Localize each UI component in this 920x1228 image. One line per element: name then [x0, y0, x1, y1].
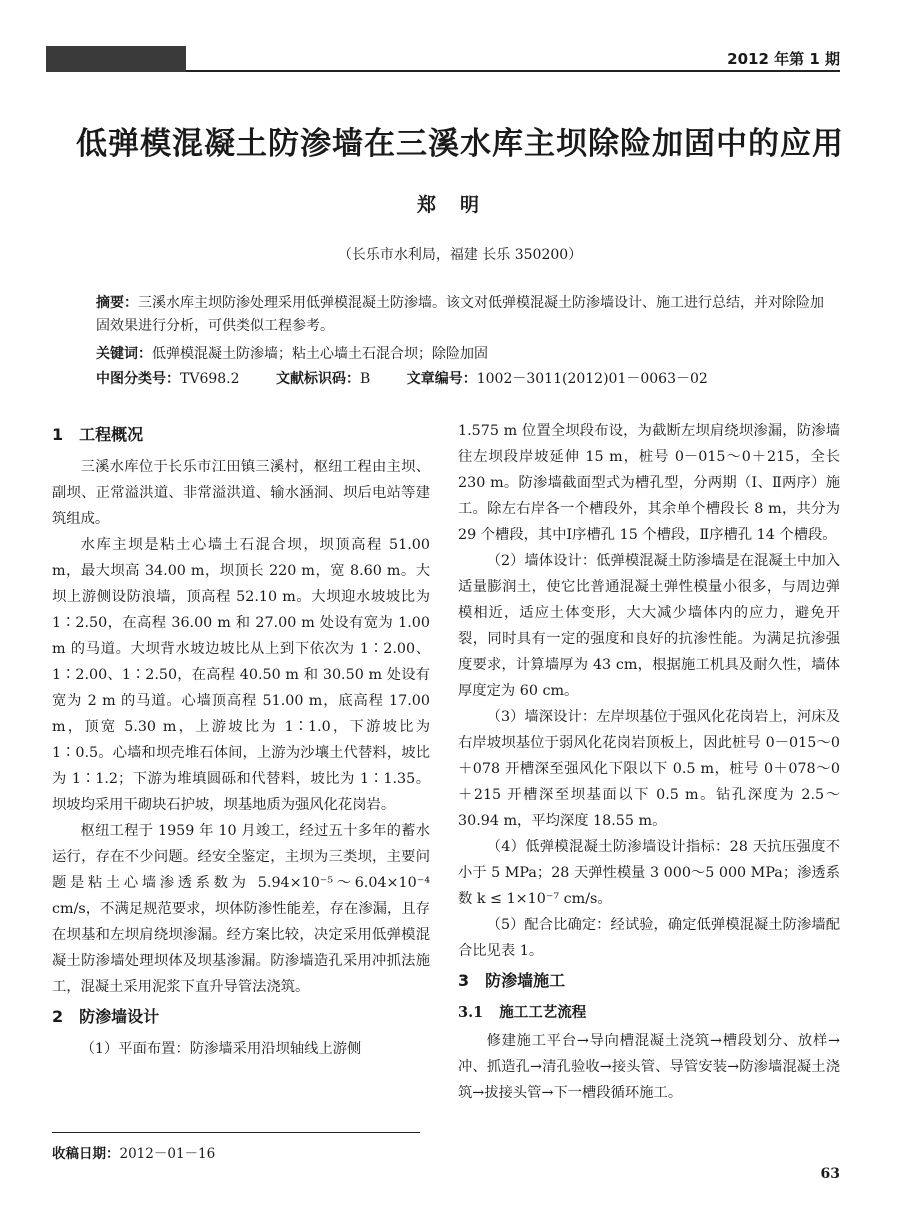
- keywords-text: 低弹模混凝土防渗墙；粘土心墙土石混合坝；除险加固: [152, 346, 488, 362]
- keywords-label: 关键词：: [96, 346, 152, 362]
- section-3-1-heading: 3.1 施工工艺流程: [458, 1004, 587, 1021]
- section-1-paragraph-1: 三溪水库位于长乐市江田镇三溪村，枢纽工程由主坝、副坝、正常溢洪道、非常溢洪道、输水涵洞、坝后电站等建筑组成。: [52, 459, 430, 527]
- section-3-heading: 3 防渗墙施工: [458, 971, 566, 990]
- doc-code: B: [359, 371, 371, 387]
- keywords: [96, 343, 836, 366]
- section-2-paragraph-1: （1）平面布置：防渗墙采用沿坝轴线上游侧: [80, 1041, 362, 1057]
- right-column: [458, 418, 840, 1106]
- article-title: 低弹模混凝土防渗墙在三溪水库主坝除险加固中的应用: [76, 126, 844, 162]
- right-paragraph-1: 1.575 m 位置全坝段布设，为截断左坝肩绕坝渗漏，防渗墙往左坝段岸坡延伸 15 m，桩号 0－015～0＋215，全长 230 m。防渗墙截面型式为槽孔型，分两期（Ⅰ、Ⅱ两序）施工。除左右岸各一个槽段外，其余单个槽段长 8 m，共分为 29 个槽段，其中Ⅰ序槽孔 15 个槽段，Ⅱ序槽孔 14 个槽段。: [458, 423, 840, 543]
- author-affiliation: （长乐市水利局，福建 长乐 350200）: [337, 247, 583, 263]
- article-number-label: 文章编号：: [406, 371, 477, 387]
- abstract-label: 摘要：: [96, 295, 138, 311]
- right-paragraph-3: （3）墙深设计：左岸坝基位于强风化花岗岩上，河床及右岸坡坝基位于弱风化花岗岩顶板上，因此桩号 0－015～0＋078 开槽深至强风化下限以下 0.5 m，桩号 0＋078～0＋215 开槽深至坝基面以下 0.5 m。钻孔深度为 2.5～30.94 m，平均深度 18.55 m。: [458, 709, 840, 829]
- right-paragraph-6: 修建施工平台→导向槽混凝土浇筑→槽段划分、放样→冲、抓造孔→清孔验收→接头管、导管安装→防渗墙混凝土浇筑→拔接头管→下一槽段循环施工。: [458, 1033, 840, 1101]
- page-number: 63: [820, 1166, 840, 1182]
- received-label: 收稿日期：: [52, 1146, 120, 1162]
- header-decor-block: [46, 46, 186, 72]
- classification-line: [96, 368, 836, 391]
- section-1-paragraph-3: 枢纽工程于 1959 年 10 月竣工，经过五十多年的蓄水运行，存在不少问题。经安全鉴定，主坝为三类坝，主要问题是粘土心墙渗透系数为 5.94×10⁻⁵～6.04×10⁻⁴ cm/s，不满足规范要求，坝体防渗性能差，存在渗漏，且存在坝基和左坝肩绕坝渗漏。经方案比较，决定采用低弹模混凝土防渗墙处理坝体及坝基渗漏。防渗墙造孔采用冲抓法施工，混凝土采用泥浆下直升导管法浇筑。: [52, 823, 430, 995]
- received-date: [52, 1142, 215, 1162]
- footnote-rule: [52, 1132, 420, 1133]
- section-1-paragraph-2: 水库主坝是粘土心墙土石混合坝，坝顶高程 51.00 m，最大坝高 34.00 m，坝顶长 220 m，宽 8.60 m。大坝上游侧设防浪墙，顶高程 52.10 m。大坝迎水坡坡比为 1∶2.50，在高程 36.00 m 和 27.00 m 处设有宽为 1.00 m 的马道。大坝背水坡边坡比从上到下依次为 1∶2.00、1∶2.00、1∶2.50，在高程 40.50 m 和 30.50 m 处设有宽为 2 m 的马道。心墙顶高程 51.00 m，底高程 17.00 m，顶宽 5.30 m，上游坡比为 1∶1.0，下游坡比为 1∶0.5。心墙和坝壳堆石体间，上游为沙壤土代替料，坡比为 1∶1.2；下游为堆填圆砾和代替料，坡比为 1∶1.35。坝坡均采用干砌块石护坡，坝基地质为强风化花岗岩。: [52, 537, 430, 813]
- right-paragraph-5: （5）配合比确定：经试验，确定低弹模混凝土防渗墙配合比见表 1。: [458, 917, 840, 959]
- section-1-heading: 1 工程概况: [52, 425, 144, 444]
- header-rule: [186, 70, 840, 72]
- doc-code-label: 文献标识码：: [275, 371, 360, 387]
- right-paragraph-4: （4）低弹模混凝土防渗墙设计指标：28 天抗压强度不小于 5 MPa；28 天弹性模量 3 000～5 000 MPa；渗透系数 k ≤ 1×10⁻⁷ cm/s。: [458, 839, 841, 907]
- abstract-text: 三溪水库主坝防渗处理采用低弹模混凝土防渗墙。该文对低弹模混凝土防渗墙设计、施工进行总结，并对除险加固效果进行分析，可供类似工程参考。: [96, 295, 824, 334]
- clc-code: TV698.2: [180, 371, 240, 387]
- left-column: [52, 420, 430, 1062]
- journal-issue: 2012 年第 1 期: [727, 50, 840, 68]
- received-value: 2012－01－16: [119, 1146, 216, 1162]
- clc-label: 中图分类号：: [96, 371, 180, 387]
- section-2-heading: 2 防渗墙设计: [52, 1007, 160, 1026]
- right-paragraph-2: （2）墙体设计：低弹模混凝土防渗墙是在混凝土中加入适量膨润土，使它比普通混凝土弹性模量小很多，与周边弹模相近，适应土体变形，大大减少墙体内的应力，避免开裂，同时具有一定的强度和良好的抗渗性能。为满足抗渗强度要求，计算墙厚为 43 cm，根据施工机具及耐久性，墙体厚度定为 60 cm。: [458, 553, 840, 699]
- abstract: [96, 292, 836, 338]
- article-number: 1002－3011(2012)01－0063－02: [476, 371, 708, 387]
- author-name: 郑明: [416, 194, 503, 216]
